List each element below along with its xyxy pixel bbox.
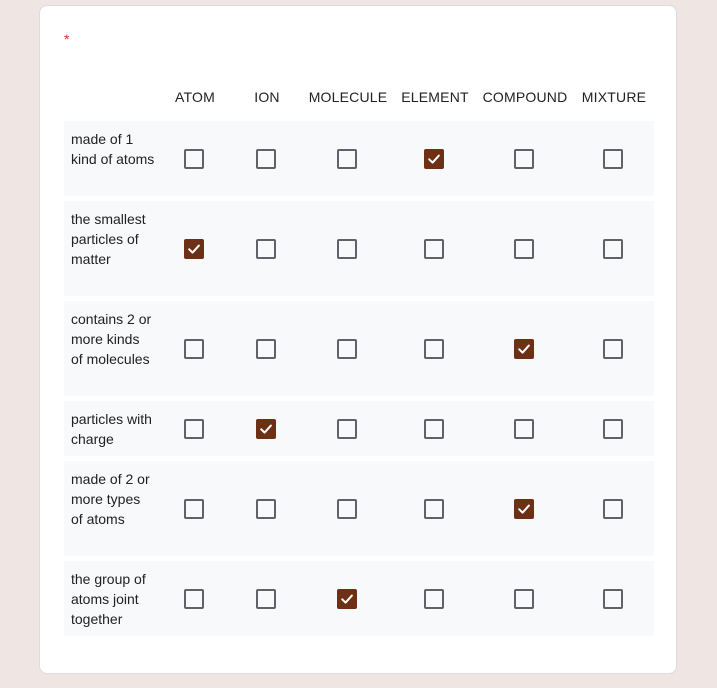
grid-row bbox=[64, 401, 654, 456]
column-header-mixture: MIXTURE bbox=[581, 89, 647, 105]
grid-row bbox=[64, 461, 654, 556]
checkbox-atom[interactable] bbox=[184, 499, 204, 519]
checkbox-ion[interactable] bbox=[256, 339, 276, 359]
checkbox-mixture[interactable] bbox=[603, 339, 623, 359]
grid-row bbox=[64, 301, 654, 396]
row-label: contains 2 or more kinds of molecules bbox=[71, 311, 152, 367]
grid-row bbox=[64, 561, 654, 636]
checkbox-mixture[interactable] bbox=[603, 149, 623, 169]
checkbox-mixture[interactable] bbox=[603, 239, 623, 259]
checkbox-element[interactable] bbox=[424, 419, 444, 439]
checkbox-molecule[interactable] bbox=[337, 589, 357, 609]
checkbox-ion[interactable] bbox=[256, 419, 276, 439]
grid-row bbox=[64, 121, 654, 196]
row-label: made of 1 kind of atoms bbox=[71, 131, 155, 167]
column-header-ion: ION bbox=[254, 89, 280, 105]
required-indicator: * bbox=[64, 31, 70, 47]
checkbox-mixture[interactable] bbox=[603, 499, 623, 519]
checkbox-molecule[interactable] bbox=[337, 149, 357, 169]
column-header-element: ELEMENT bbox=[401, 89, 469, 105]
checkbox-molecule[interactable] bbox=[337, 239, 357, 259]
checkbox-atom[interactable] bbox=[184, 339, 204, 359]
checkmark-icon bbox=[516, 341, 532, 357]
row-label: particles with charge bbox=[71, 411, 152, 447]
checkbox-atom[interactable] bbox=[184, 589, 204, 609]
column-header-molecule: MOLECULE bbox=[308, 89, 388, 105]
checkbox-compound[interactable] bbox=[514, 339, 534, 359]
checkbox-molecule[interactable] bbox=[337, 419, 357, 439]
question-card bbox=[39, 5, 677, 674]
checkbox-ion[interactable] bbox=[256, 149, 276, 169]
checkbox-molecule[interactable] bbox=[337, 499, 357, 519]
checkmark-icon bbox=[516, 501, 532, 517]
checkbox-ion[interactable] bbox=[256, 499, 276, 519]
checkbox-element[interactable] bbox=[424, 149, 444, 169]
checkbox-element[interactable] bbox=[424, 589, 444, 609]
checkbox-element[interactable] bbox=[424, 339, 444, 359]
row-label: made of 2 or more types of atoms bbox=[71, 471, 150, 527]
checkbox-ion[interactable] bbox=[256, 239, 276, 259]
checkbox-atom[interactable] bbox=[184, 419, 204, 439]
row-label: the smallest particles of matter bbox=[71, 211, 146, 267]
checkbox-mixture[interactable] bbox=[603, 419, 623, 439]
checkbox-ion[interactable] bbox=[256, 589, 276, 609]
column-header-atom: ATOM bbox=[175, 89, 215, 105]
checkmark-icon bbox=[339, 591, 355, 607]
checkbox-element[interactable] bbox=[424, 499, 444, 519]
row-label: the group of atoms joint together bbox=[71, 571, 146, 627]
checkbox-compound[interactable] bbox=[514, 499, 534, 519]
checkbox-compound[interactable] bbox=[514, 239, 534, 259]
column-header-compound: COMPOUND bbox=[482, 89, 568, 105]
checkbox-atom[interactable] bbox=[184, 149, 204, 169]
checkbox-compound[interactable] bbox=[514, 419, 534, 439]
grid-row bbox=[64, 201, 654, 296]
checkmark-icon bbox=[426, 151, 442, 167]
checkmark-icon bbox=[258, 421, 274, 437]
checkmark-icon bbox=[186, 241, 202, 257]
checkbox-atom[interactable] bbox=[184, 239, 204, 259]
checkbox-compound[interactable] bbox=[514, 589, 534, 609]
checkbox-compound[interactable] bbox=[514, 149, 534, 169]
checkbox-element[interactable] bbox=[424, 239, 444, 259]
checkbox-molecule[interactable] bbox=[337, 339, 357, 359]
checkbox-mixture[interactable] bbox=[603, 589, 623, 609]
